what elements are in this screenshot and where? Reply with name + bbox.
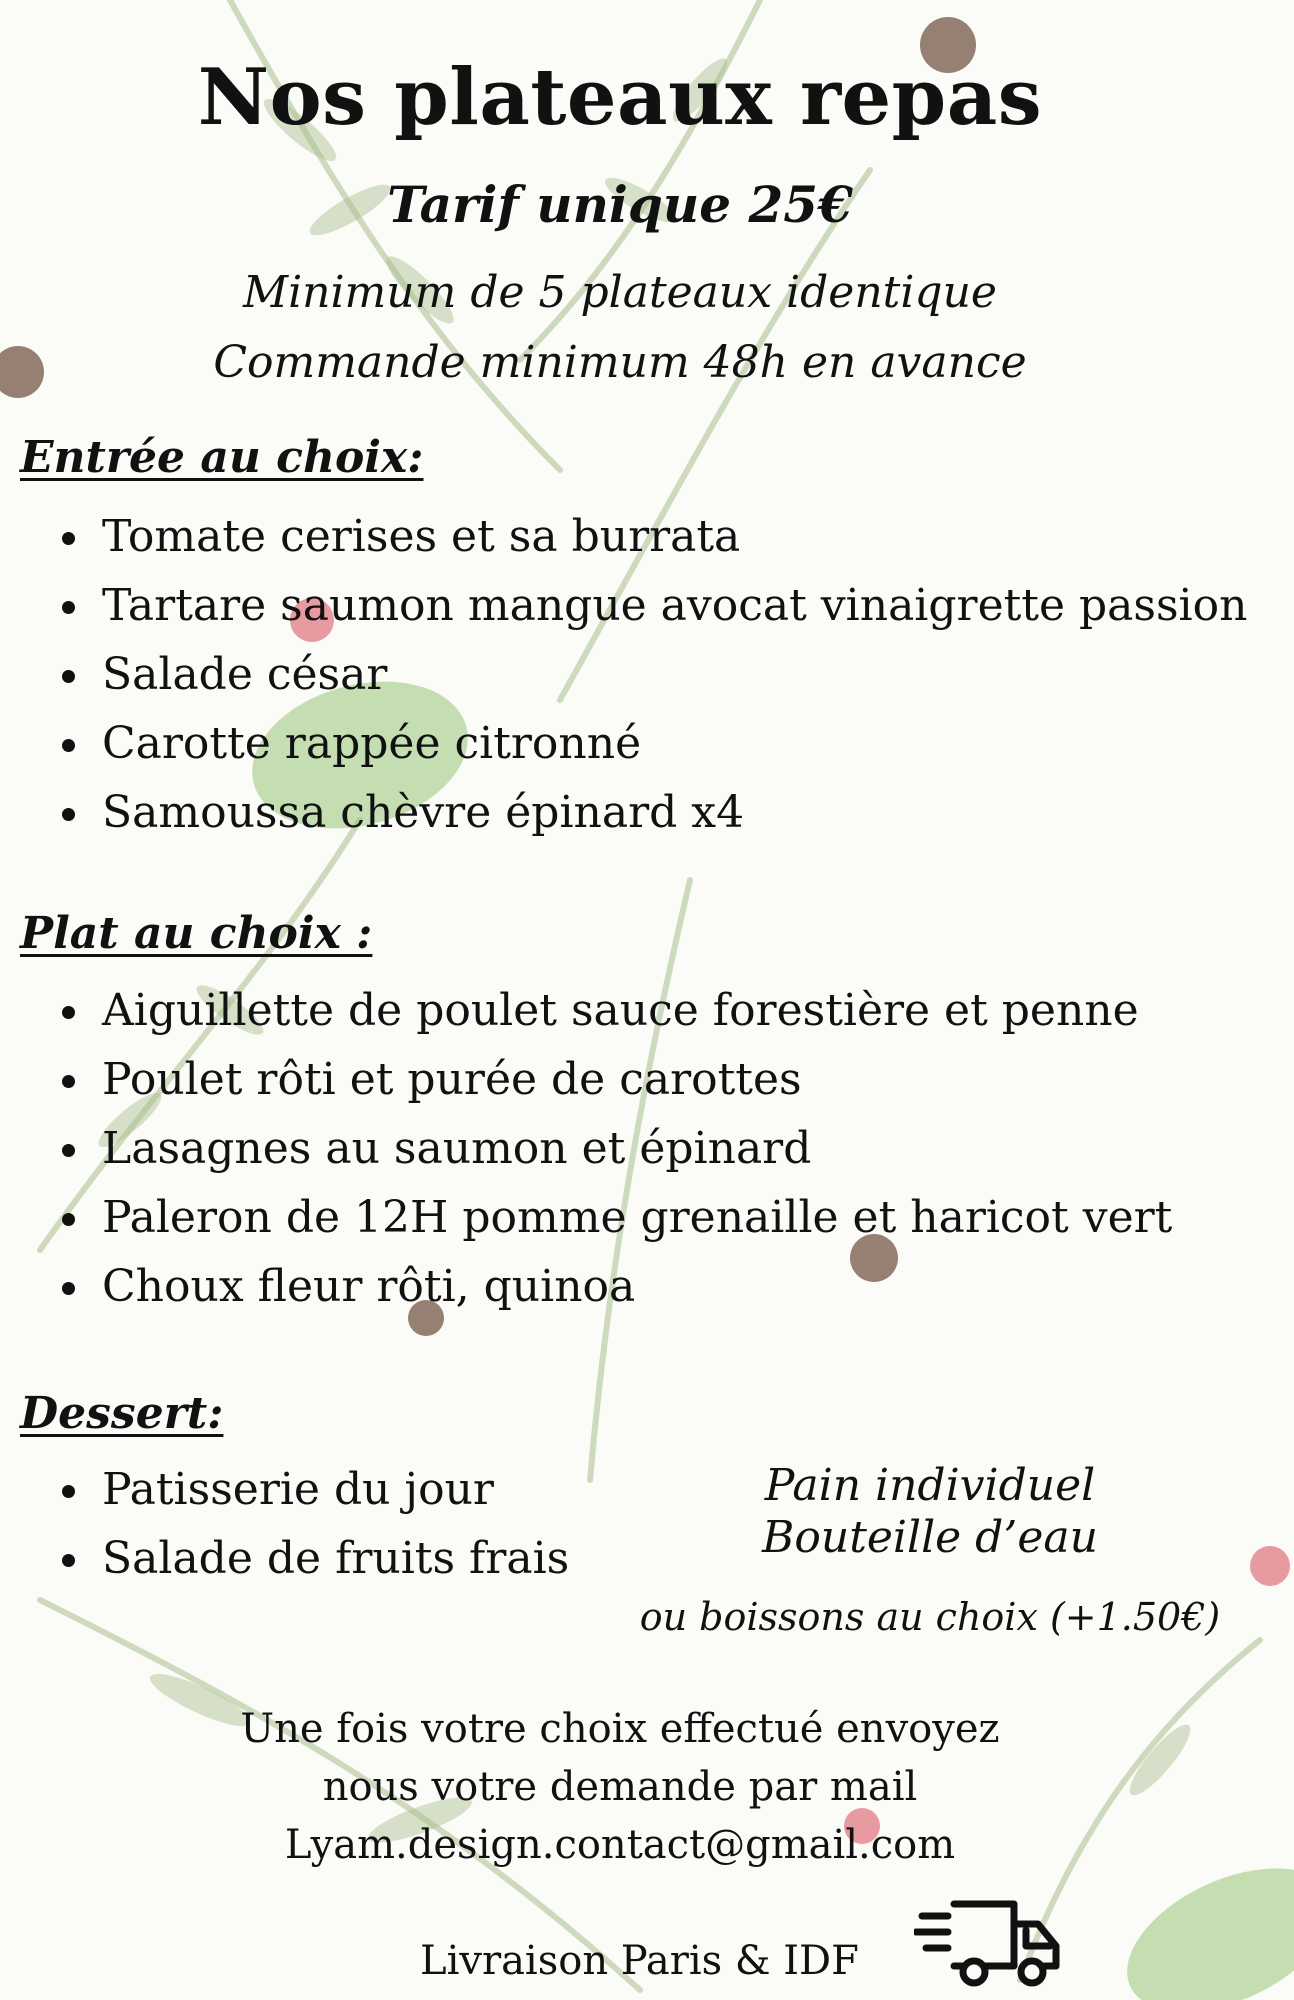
desserts-heading: Dessert:: [20, 1388, 224, 1439]
mains-list: [0, 976, 1172, 1321]
list-item: Samoussa chèvre épinard x4: [0, 778, 1247, 847]
list-item: Lasagnes au saumon et épinard: [0, 1114, 1172, 1183]
price-subtitle: Tarif unique 25€: [387, 175, 853, 234]
starters-list: [0, 502, 1247, 847]
list-item: Carotte rappée citronné: [0, 709, 1247, 778]
contact-instruction-line: nous votre demande par mail: [322, 1764, 918, 1810]
list-item: Poulet rôti et purée de carottes: [0, 1045, 1172, 1114]
delivery-truck-icon: [914, 1892, 1064, 1992]
bread-note: Pain individuel: [764, 1460, 1096, 1511]
water-note: Bouteille d’eau: [762, 1512, 1098, 1563]
list-item: Salade de fruits frais: [0, 1524, 569, 1593]
list-item: Paleron de 12H pomme grenaille et haricot vert: [0, 1183, 1172, 1252]
list-item: Patisserie du jour: [0, 1455, 569, 1524]
page-title: Nos plateaux repas: [197, 52, 1043, 143]
desserts-list: [0, 1455, 569, 1593]
contact-instruction-line: Une fois votre choix effectué envoyez: [240, 1706, 1000, 1752]
contact-email[interactable]: Lyam.design.contact@gmail.com: [284, 1822, 956, 1868]
list-item: Aiguillette de poulet sauce forestière et penne: [0, 976, 1172, 1045]
drinks-note: ou boissons au choix (+1.50€): [639, 1595, 1221, 1639]
list-item: Tomate cerises et sa burrata: [0, 502, 1247, 571]
mains-heading: Plat au choix :: [20, 908, 373, 959]
starters-heading: Entrée au choix:: [20, 432, 424, 483]
list-item: Tartare saumon mangue avocat vinaigrette passion: [0, 571, 1247, 640]
list-item: Salade césar: [0, 640, 1247, 709]
list-item: Choux fleur rôti, quinoa: [0, 1252, 1172, 1321]
delivery-zone-text: Livraison Paris & IDF: [420, 1938, 859, 1984]
minimum-trays-note: Minimum de 5 plateaux identique: [243, 267, 997, 318]
advance-order-note: Commande minimum 48h en avance: [213, 337, 1027, 388]
